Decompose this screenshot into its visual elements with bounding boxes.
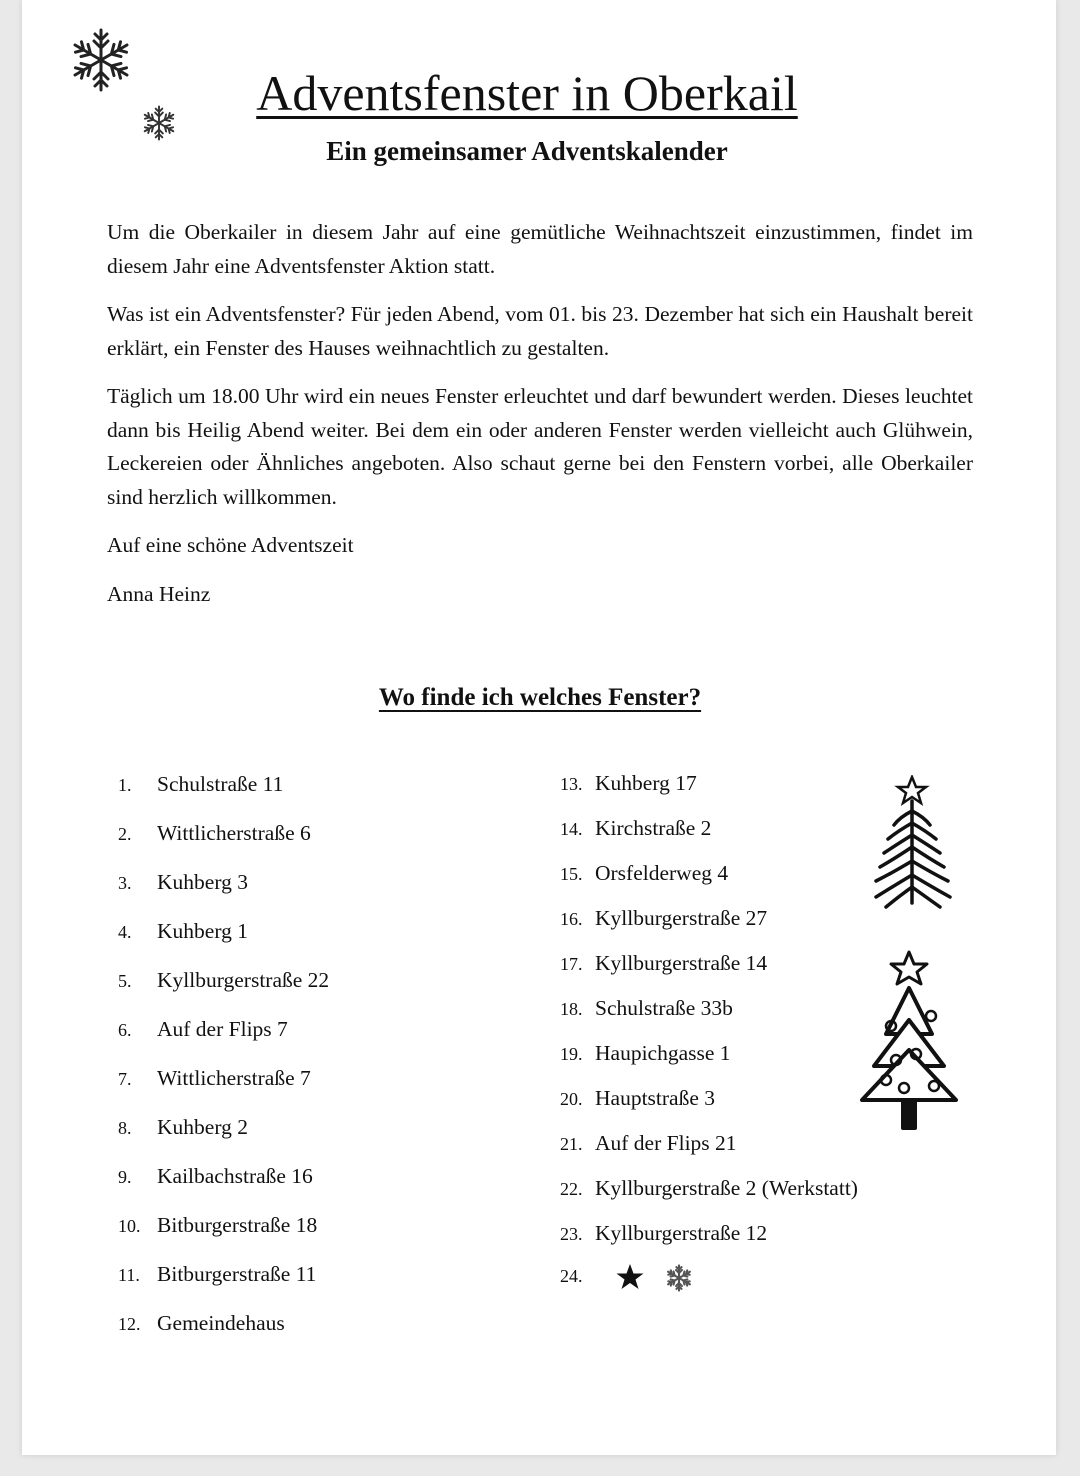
item-address: Kuhberg 2 <box>157 1115 248 1139</box>
item-address: Auf der Flips 21 <box>595 1131 737 1155</box>
item-address: Kailbachstraße 16 <box>157 1164 313 1188</box>
item-address: Kuhberg 1 <box>157 919 248 943</box>
star-snowflake-icons <box>616 1262 700 1294</box>
item-address: Schulstraße 11 <box>157 772 284 796</box>
snowflake-icon <box>667 1265 692 1290</box>
item-address: Bitburgerstraße 11 <box>157 1262 317 1286</box>
item-number: 20. <box>560 1089 583 1109</box>
intro-paragraph-3: Täglich um 18.00 Uhr wird ein neues Fenster erleuchtet und darf bewundert werden. Dieses leuchtet dann bis Heilig Abend weiter. Bei dem ein oder anderen Fenster werden vielleicht auch Glühwein, Leckereien oder Ähnliches angeboten. Also schaut gerne bei den Fenstern vorbei, alle Oberkailer sind herzlich willkommen. <box>107 384 973 509</box>
page-subtitle: Ein gemeinsamer Adventskalender <box>326 136 728 166</box>
item-address: Orsfelderweg 4 <box>595 861 729 885</box>
list-item <box>118 1066 518 1115</box>
item-address: Kirchstraße 2 <box>595 816 712 840</box>
intro-paragraph-1: Um die Oberkailer in diesem Jahr auf eine gemütliche Weihnachtszeit einzustimmen, findet im diesem Jahr eine Adventsfenster Aktion statt. <box>107 220 973 278</box>
item-address: Kyllburgerstraße 22 <box>157 968 330 992</box>
list-item <box>118 968 518 1017</box>
intro-text <box>107 216 973 626</box>
item-address: Kyllburgerstraße 27 <box>595 906 768 930</box>
list-item <box>118 1115 518 1164</box>
list-item <box>118 1017 518 1066</box>
item-number: 18. <box>560 999 583 1019</box>
star-icon <box>617 1264 644 1289</box>
item-number: 12. <box>118 1314 141 1334</box>
item-number: 21. <box>560 1134 583 1154</box>
item-number: 23. <box>560 1224 583 1244</box>
item-address: Auf der Flips 7 <box>157 1017 288 1041</box>
item-address: Kyllburgerstraße 2 (Werkstatt) <box>595 1176 858 1200</box>
list-item <box>118 1262 518 1311</box>
intro-paragraph-2: Was ist ein Adventsfenster? Für jeden Abend, vom 01. bis 23. Dezember hat sich ein Haushalt bereit erklärt, ein Fenster des Hauses weihnachtlich zu gestalten. <box>107 302 973 360</box>
item-number: 17. <box>560 954 583 974</box>
list-item <box>560 1131 940 1176</box>
list-item <box>560 1176 940 1221</box>
item-address: Kuhberg 17 <box>595 771 697 795</box>
locations-list-left <box>118 772 518 1360</box>
item-address: Hauptstraße 3 <box>595 1086 716 1110</box>
item-number: 15. <box>560 864 583 884</box>
list-item <box>118 1213 518 1262</box>
item-number: 5. <box>118 971 132 991</box>
item-number: 9. <box>118 1167 132 1187</box>
item-number: 24. <box>560 1266 583 1286</box>
item-address: Kyllburgerstraße 14 <box>595 951 768 975</box>
closing-line: Auf eine schöne Adventszeit <box>107 533 354 557</box>
item-number: 11. <box>118 1265 140 1285</box>
list-item <box>118 772 518 821</box>
item-address: Wittlicherstraße 6 <box>157 821 311 845</box>
list-item <box>560 1221 940 1266</box>
item-address: Haupichgasse 1 <box>595 1041 731 1065</box>
item-number: 4. <box>118 922 132 942</box>
list-item <box>118 919 518 968</box>
list-item <box>118 1311 518 1360</box>
item-number: 13. <box>560 774 583 794</box>
item-address: Gemeindehaus <box>157 1311 285 1335</box>
item-number: 3. <box>118 873 132 893</box>
decorated-tree-icon <box>858 950 960 1132</box>
item-number: 6. <box>118 1020 132 1040</box>
item-number: 22. <box>560 1179 583 1199</box>
locations-heading: Wo finde ich welches Fenster? <box>378 684 702 711</box>
list-item <box>118 821 518 870</box>
item-number: 8. <box>118 1118 132 1138</box>
christmas-tree-icon <box>870 775 954 913</box>
item-number: 1. <box>118 775 132 795</box>
item-address: Kuhberg 3 <box>157 870 248 894</box>
item-number: 19. <box>560 1044 583 1064</box>
item-address: Kyllburgerstraße 12 <box>595 1221 768 1245</box>
item-address: Schulstraße 33b <box>595 996 733 1020</box>
item-number: 7. <box>118 1069 132 1089</box>
list-item <box>118 1164 518 1213</box>
item-number: 2. <box>118 824 132 844</box>
page-title: Adventsfenster in Oberkail <box>256 65 798 121</box>
item-address: Bitburgerstraße 18 <box>157 1213 318 1237</box>
item-address: Wittlicherstraße 7 <box>157 1066 311 1090</box>
item-number: 10. <box>118 1216 141 1236</box>
item-number: 16. <box>560 909 583 929</box>
list-item <box>118 870 518 919</box>
signature: Anna Heinz <box>107 581 211 606</box>
item-number: 14. <box>560 819 583 839</box>
